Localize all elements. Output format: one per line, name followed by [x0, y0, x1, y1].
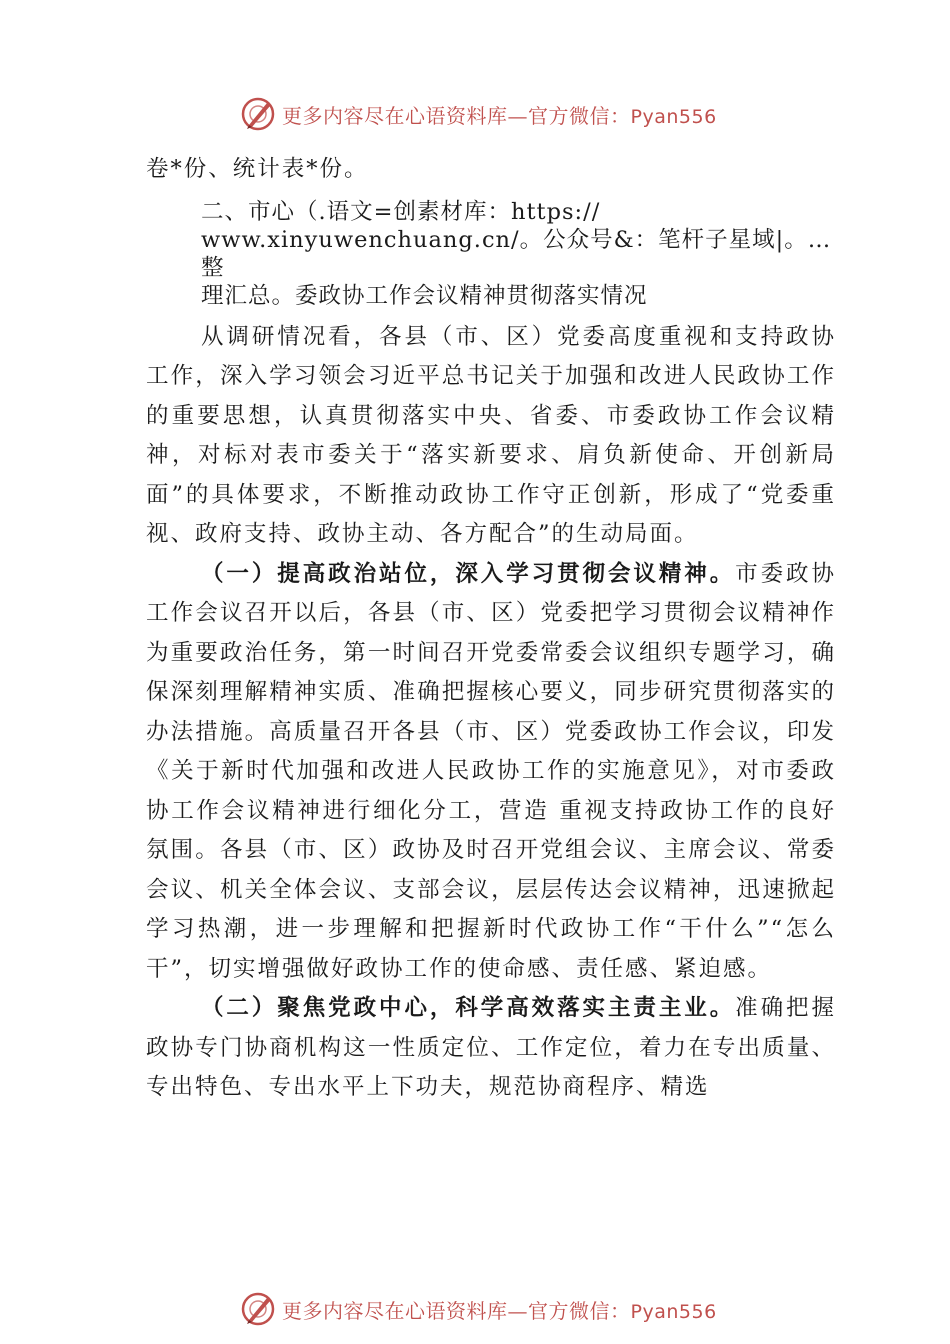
watermark-text: 更多内容尽在心语资料库—官方微信：Pyan556 — [282, 103, 717, 128]
item-1-text: 市委政协工作会议召开以后，各县（市、区）党委把学习贯彻会议精神作为重要政治任务，第一时间召开党委常委会议组织专题学习，确保深刻理解精神实质、准确把握核心要义，同步研究贯彻落实的办法措施。高质量召开各县（市、区）党委政协工作会议，印发《关于新时代加强和改进人民政协工作的实施意见》，对市委政协工作会议精神进行细化分工，营造 重视支持政协工作的良好氛围。各县（市、区）政协及时召开党组会议、主席会议、常委会议、机关全体会议、支部会议，层层传达会议精神，迅速掀起学习热潮，进一步理解和把握新时代政协工作“干什么”“怎么干”，切实增强做好政协工作的使命感、责任感、紧迫感。 — [146, 560, 836, 982]
item-1-heading: （一）提高政治站位，深入学习贯彻会议精神。 — [201, 560, 736, 587]
pen-on-circle-icon — [240, 1291, 276, 1327]
item-2-heading: （二）聚焦党政中心，科学高效落实主责主业。 — [201, 995, 736, 1021]
watermark-banner-top — [240, 96, 717, 132]
paragraph-item-2 — [146, 989, 836, 1108]
body-line: 卷*份、统计表*份。 — [146, 156, 369, 182]
paragraph-overview: 从调研情况看，各县（市、区）党委高度重视和支持政协工作，深入学习领会习近平总书记关于加强和改进人民政协工作的重要思想，认真贯彻落实中央、省委、市委政协工作会议精神，对标对表市委关于“落实新要求、肩负新使命、开创新局面”的具体要求，不断推动政协工作守正创新，形成了“党委重视、政府支持、政协主动、各方配合”的生动局面。 — [146, 323, 836, 547]
section-heading-line-3: 理汇总。委政协工作会议精神贯彻落实情况 — [201, 282, 648, 309]
section-heading-line-2: www.xinyuwenchuang.cn/。公众号&：笔杆子星域|。…整 — [201, 226, 832, 281]
section-heading-line-1: 二、市心（.语文=创素材库：https:// — [201, 198, 601, 225]
pen-on-circle-icon — [240, 96, 276, 132]
paragraph-item-1 — [146, 555, 836, 990]
watermark-banner-bottom — [240, 1291, 717, 1327]
watermark-text: 更多内容尽在心语资料库—官方微信：Pyan556 — [282, 1298, 717, 1323]
item-2-text: 准确把握政协专门协商机构这一性质定位、工作定位，着力在专出质量、专出特色、专出水平上下功夫，规范协商程序、精选 — [146, 995, 836, 1100]
document-body — [146, 150, 836, 1108]
